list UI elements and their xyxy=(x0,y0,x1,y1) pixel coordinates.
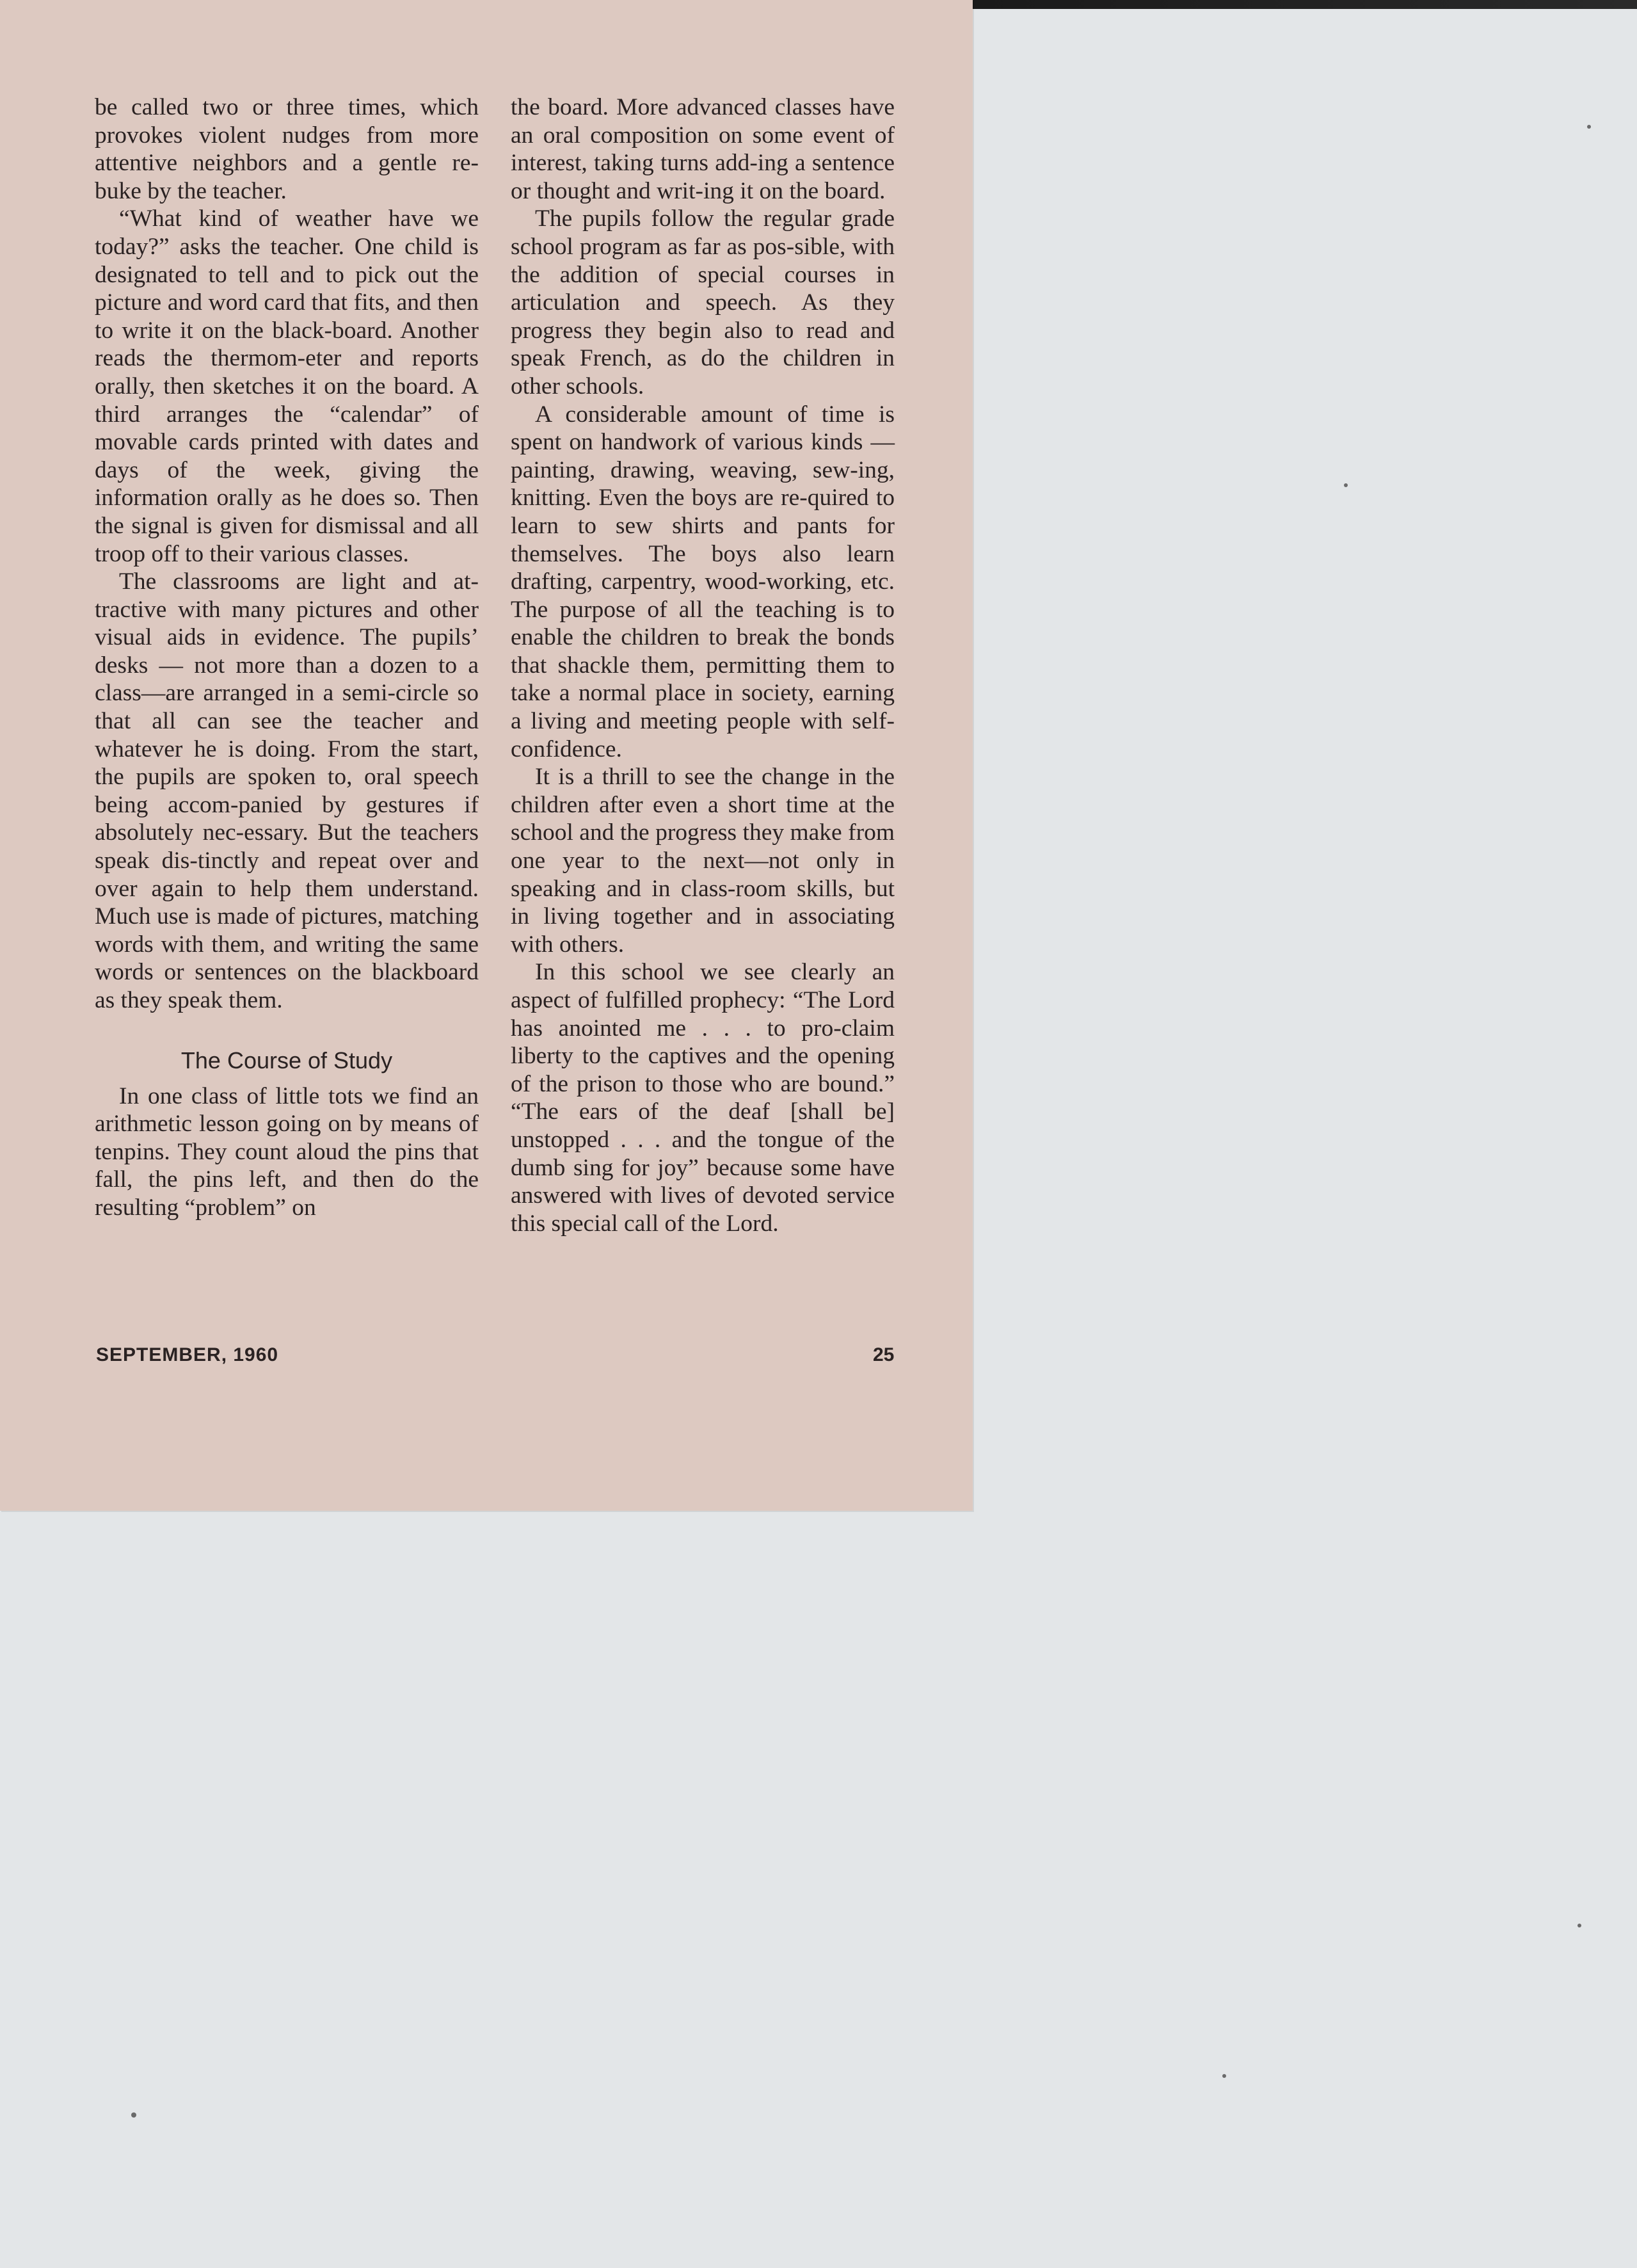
paragraph: It is a thrill to see the change in the children after even a short time at the school and the progress they make from one year to the next—not only in speaking and in class-room skills, but in living together and in associating with others. xyxy=(511,764,895,958)
magazine-page xyxy=(0,0,973,1511)
right-column xyxy=(511,93,895,1237)
dust-speck xyxy=(1587,125,1591,129)
paragraph: be called two or three times, which provokes violent nudges from more attentive neighbors and a gentle re-buke by the teacher. xyxy=(95,94,479,204)
paragraph: “What kind of weather have we today?” asks the teacher. One child is designated to tell and to pick out the picture and word card that fits, and then to write it on the black-board. Another reads the thermom-eter and reports orally, then sketches it on the board. A third arranges the “calendar” of movable cards printed with dates and days of the week, giving the information orally as he does so. Then the signal is given for dismissal and all troop off to their various classes. xyxy=(95,205,479,567)
dust-speck xyxy=(131,2112,136,2118)
paragraph: the board. More advanced classes have an oral composition on some event of interest, taking turns add-ing a sentence or thought and writ-ing it on the board. xyxy=(511,94,895,204)
paragraph: In this school we see clearly an aspect of fulfilled prophecy: “The Lord has anointed me . . . to pro-claim liberty to the captives and the opening of the prison to those who are bound.” “The ears of the deaf [shall be] unstopped . . . and the tongue of the dumb sing for joy” because some have answered with lives of devoted service this special call of the Lord. xyxy=(511,959,895,1237)
footer-date: SEPTEMBER, 1960 xyxy=(96,1344,279,1365)
dust-speck xyxy=(1577,1924,1581,1927)
paragraph: The pupils follow the regular grade school program as far as pos-sible, with the addition of special courses in articulation and speech. As they progress they begin also to read and speak French, as do the children in other schools. xyxy=(511,205,895,399)
paragraph: In one class of little tots we find an arithmetic lesson going on by means of tenpins. They count aloud the pins that fall, the pins left, and then do the resulting “problem” on xyxy=(95,1082,479,1221)
paragraph: The classrooms are light and at-tractive with many pictures and other visual aids in evidence. The pupils’ desks — not more than a dozen to a class—are arranged in a semi-circle so that all can see the teacher and whatever he is doing. From the start, the pupils are spoken to, oral speech being accom-panied by gestures if absolutely nec-essary. But the teachers speak dis-tinctly and repeat over and over again to help them understand. Much use is made of pictures, matching words with them, and writing the same words or sentences on the blackboard as they speak them. xyxy=(95,568,479,1013)
dust-speck xyxy=(1222,2074,1226,2078)
section-heading: The Course of Study xyxy=(180,1047,393,1074)
dust-speck xyxy=(1344,483,1348,487)
paragraph: A considerable amount of time is spent on handwork of various kinds —painting, drawing, weaving, sew-ing, knitting. Even the boys are re-quired to learn to sew shirts and pants for themselves. The boys also learn drafting, carpentry, wood-working, etc. The purpose of all the teaching is to enable the children to break the bonds that shackle them, permitting them to take a normal place in society, earning a living and meeting people with self-confidence. xyxy=(511,401,895,762)
page-number: 25 xyxy=(873,1344,895,1365)
left-column xyxy=(95,93,479,1222)
